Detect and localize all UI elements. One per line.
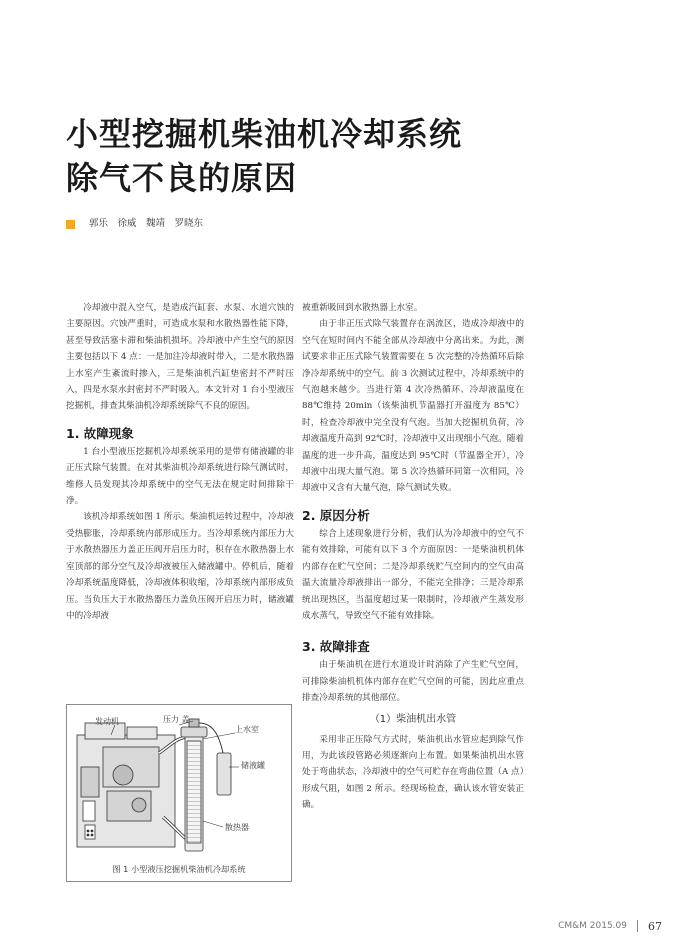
article-title	[66, 112, 646, 200]
accent-square-icon	[66, 220, 75, 229]
section-2-heading: 2. 原因分析	[302, 507, 370, 523]
journal-issue: CM&M 2015.09	[558, 921, 627, 931]
figure-1	[66, 704, 292, 882]
authors: 郭乐 徐威 魏靖 罗晓东	[89, 218, 204, 229]
pressure-cap-drawing	[189, 719, 199, 727]
label-engine: 发动机	[95, 717, 119, 726]
subsection-1-paragraph: 采用非正压除气方式时，柴油机出水管应起到除气作用，为此该段管路必须逐渐向上布置。如果柴油机出水管处于弯曲状态，冷却液中的空气可贮存在弯曲位置（A 点）形成气阻，如图 2 所示。经现场检查，确认该水管安装正确。	[302, 734, 524, 811]
intro-paragraph: 冷却液中混入空气，是造成汽缸套、水泵、水道穴蚀的主要原因。穴蚀严重时，可造成水泵和水散热器性能下降，甚至导致活塞卡滞和柴油机损坏。冷却液中产生空气的原因主要包括以下 4 点：一是加注冷却液时带入，二是水散热器上水室产生紊流时掺入，三是柴油机汽缸垫密封不严时压入，四是水泵水封密封不严时吸入。本文针对 1 台小型液压挖掘机，排查其柴油机冷却系统除气不良的原因。	[66, 303, 294, 412]
section-1-paragraph-1: 1 台小型液压挖掘机冷却系统采用的是带有储液罐的非正压式除气装置。在对其柴油机冷却系统进行除气测试时，维修人员发现其冷却系统中的空气无法在规定时间排除干净。	[66, 446, 294, 507]
section-3-heading: 3. 故障排查	[302, 639, 370, 655]
title-line-2: 除气不良的原因	[66, 159, 298, 197]
engine-drawing	[77, 723, 175, 847]
right-column	[302, 300, 524, 814]
label-radiator: 散热器	[225, 823, 249, 832]
paragraph-test-process: 由于非正压式除气装置存在涡流区，造成冷却液中的空气在短时间内不能全部从冷却液中分离出来。为此，测试要求非正压式除气装置需要在 5 次完整的冷热循环后除净冷却系统中的空气。前 3 次测试过程中，冷却系统中的气泡越来越少。当进行第 4 次冷热循环、冷却液温度在 88℃维持 20min（该柴油机节温器打开温度为 85℃）时，检查冷却液中完全没有气泡。当加大挖掘机负荷，冷却液温度升高到 92℃时，冷却液中又出现细小气泡。随着温度的进一步升高，温度达到 95℃时（节温器全开），冷却液中出现大量气泡。第 5 次冷热循环同第一次相同，冷却液中又含有大量气泡，除气测试失败。	[302, 319, 524, 494]
section-1-paragraph-2: 该机冷却系统如图 1 所示。柴油机运转过程中，冷却液受热膨胀，冷却系统内部形成压力。当冷却系统内部压力大于水散热器压力盖正压阀开启压力时，积存在水散热器上水室顶部的部分空气及冷却液被压入储液罐中。停机后，随着冷却系统温度降低，冷却液体积收缩，冷却系统内部形成负压。当负压大于水散热器压力盖负压阀开启压力时，储液罐中的冷却液	[66, 512, 294, 621]
continued-paragraph: 被重新吸回到水散热器上水室。	[302, 303, 423, 313]
left-column	[66, 300, 294, 624]
section-2-paragraph: 综合上述现象进行分析，我们认为冷却液中的空气不能有效排除，可能有以下 3 个方面原因：一是柴油机机体内部存在贮气空间；二是冷却系统贮气空间内的空气由高温大流量冷却液排出一部分，不能完全排净；三是冷却系统出现热区，当温度超过某一限制时，冷却液产生蒸发形成水蒸气，导致空气不能有效排除。	[302, 528, 524, 621]
section-3-paragraph: 由于柴油机在进行水道设计时消除了产生贮气空间，可排除柴油机机体内部存在贮气空间的可能，因此应重点排查冷却系统的其他部位。	[302, 660, 524, 704]
label-upper-tank: 上水室	[235, 725, 259, 734]
section-1-heading: 1. 故障现象	[66, 425, 134, 441]
radiator-drawing	[181, 727, 207, 851]
title-line-1: 小型挖掘机柴油机冷却系统	[66, 115, 463, 153]
label-reservoir: 储液罐	[241, 761, 265, 770]
page-number: 67	[648, 919, 662, 933]
figure-1-caption: 图 1 小型液压挖掘机柴油机冷却系统	[112, 864, 246, 874]
page-footer	[558, 919, 662, 933]
subsection-1-heading: （1）柴油机出水管	[369, 713, 457, 725]
author-line	[66, 217, 203, 231]
footer-divider	[637, 920, 638, 932]
label-pressure-cap: 压力 盖	[163, 715, 190, 724]
